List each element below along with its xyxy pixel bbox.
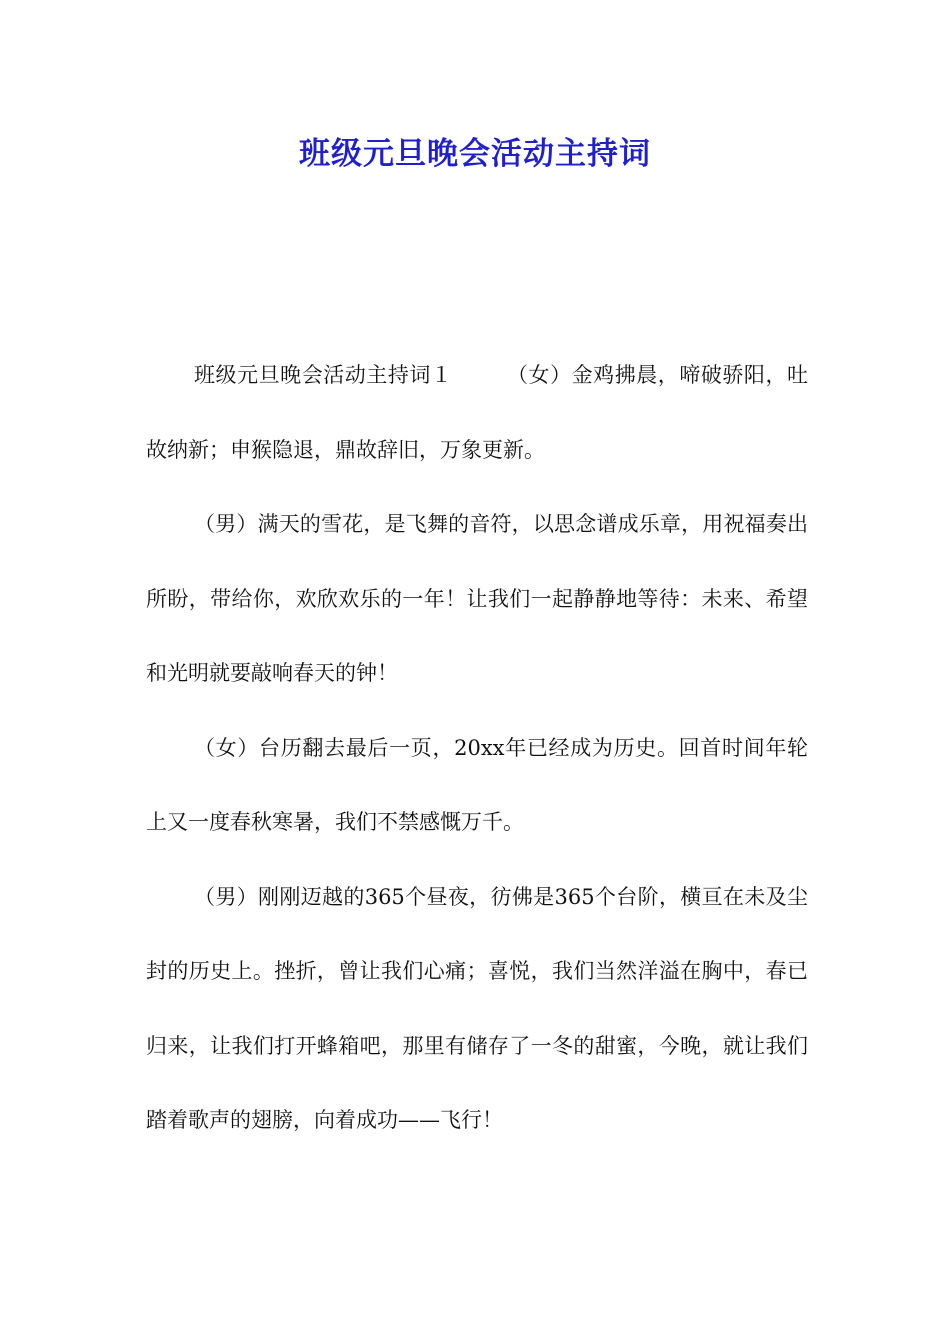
paragraph-3: （女）台历翻去最后一页，20xx年已经成为历史。回首时间年轮上又一度春秋寒暑，我们不禁感慨万千。 [146, 735, 808, 834]
paragraph-1 [146, 338, 808, 487]
paragraph-text: （女）金鸡拂晨，啼破骄阳，吐故纳新；申猴隐退，鼎故辞旧，万象更新。 [146, 363, 809, 462]
document-title: 班级元旦晚会活动主持词 [299, 136, 651, 172]
paragraph-heading: 班级元旦晚会活动主持词１ [194, 363, 453, 387]
document-body [146, 338, 808, 1158]
paragraph-4: （男）刚刚迈越的365个昼夜，彷佛是365个台阶，横亘在未及尘封的历史上。挫折，曾让我们心痛；喜悦，我们当然洋溢在胸中，春已归来，让我们打开蜂箱吧，那里有储存了一冬的甜蜜，今晚，就让我们踏着歌声的翅膀，向着成功——飞行！ [146, 884, 808, 1132]
paragraph-2: （男）满天的雪花，是飞舞的音符，以思念谱成乐章，用祝福奏出所盼，带给你，欢欣欢乐的一年！让我们一起静静地等待：未来、希望和光明就要敲响春天的钟！ [146, 512, 808, 685]
